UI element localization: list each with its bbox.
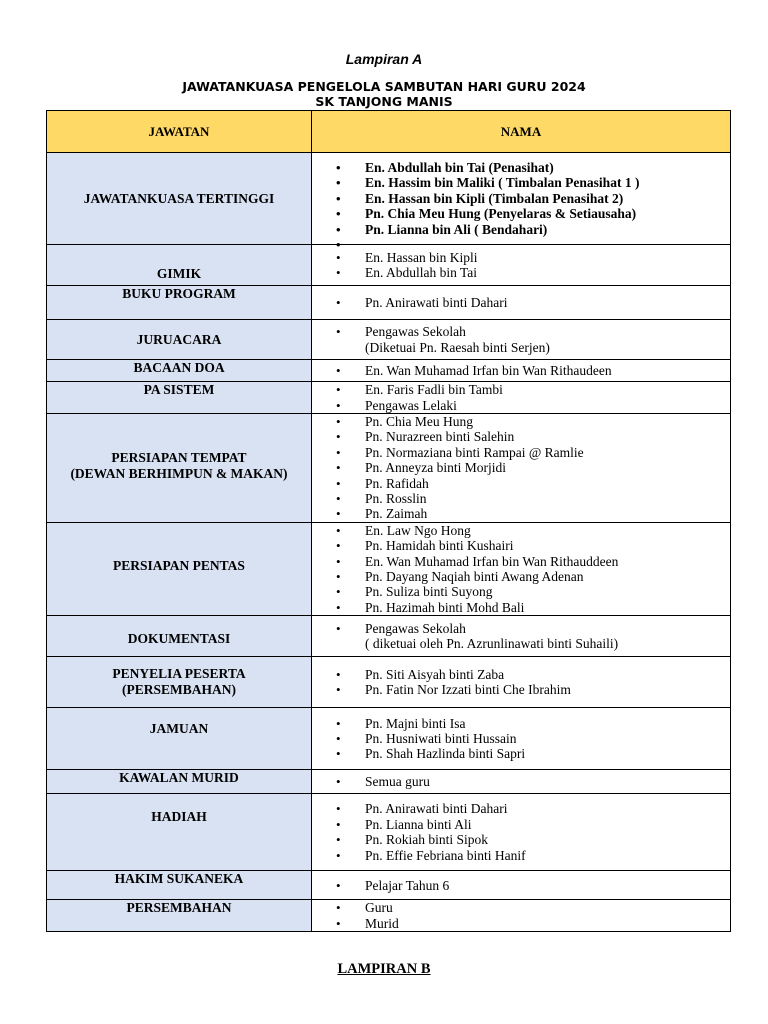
- list-item: • Pn. Anirawati binti Dahari: [336, 295, 730, 310]
- nama-cell: [312, 414, 731, 523]
- list-item: • Pn. Fatin Nor Izzati binti Che Ibrahim: [336, 682, 730, 697]
- list-item: • Pn. Anneyza binti Morjidi: [336, 460, 730, 475]
- table-row: [47, 382, 731, 414]
- title-line-1: JAWATANKUASA PENGELOLA SAMBUTAN HARI GURU 2024: [182, 79, 586, 94]
- nama-cell: [312, 320, 731, 360]
- jawatan-cell: BUKU PROGRAM: [47, 286, 312, 320]
- table-row: [47, 794, 731, 871]
- jawatan-cell: JAWATANKUASA TERTINGGI: [47, 153, 312, 245]
- jawatan-cell: JURUACARA: [47, 320, 312, 360]
- jawatan-cell: [47, 657, 312, 708]
- jawatan-cell: GIMIK: [47, 245, 312, 286]
- list-item: • Pelajar Tahun 6: [336, 878, 730, 893]
- list-item: • Pengawas Lelaki: [336, 398, 730, 413]
- jawatan-cell: PERSEMBAHAN: [47, 900, 312, 932]
- nama-cell: [312, 900, 731, 932]
- list-item: • Pn. Hazimah binti Mohd Bali: [336, 600, 730, 615]
- jawatan-line-1: PERSIAPAN TEMPAT: [111, 449, 247, 465]
- table-row: [47, 871, 731, 900]
- nama-cell: [312, 245, 731, 286]
- table-header-row: [47, 111, 731, 153]
- jawatan-cell: HADIAH: [47, 794, 312, 871]
- table-row: [47, 320, 731, 360]
- lampiran-a-label: Lampiran A: [345, 51, 423, 67]
- header-nama: NAMA: [312, 111, 731, 153]
- nama-cell: [312, 794, 731, 871]
- nama-cell: [312, 153, 731, 245]
- list-item: • Pn. Siti Aisyah binti Zaba: [336, 667, 730, 682]
- list-item: • Pn. Normaziana binti Rampai @ Ramlie: [336, 445, 730, 460]
- table-row: [47, 770, 731, 794]
- list-item: • Pn. Rokiah binti Sipok: [336, 832, 730, 847]
- nama-cell: [312, 286, 731, 320]
- jawatan-cell: KAWALAN MURID: [47, 770, 312, 794]
- list-item: • Pn. Rosslin: [336, 491, 730, 506]
- list-item: • Pn. Hamidah binti Kushairi: [336, 538, 730, 553]
- jawatan-line-2: (PERSEMBAHAN): [122, 682, 236, 698]
- list-item: • Pn. Effie Febriana binti Hanif: [336, 848, 730, 863]
- nama-cell: [312, 770, 731, 794]
- table-row: [47, 616, 731, 657]
- nama-cell: [312, 657, 731, 708]
- table-row: [47, 414, 731, 523]
- list-item: • En. Hassim bin Maliki ( Timbalan Penasihat 1 ): [336, 175, 730, 190]
- list-item: • Pn. Suliza binti Suyong: [336, 584, 730, 599]
- list-item: • En. Law Ngo Hong: [336, 523, 730, 538]
- list-item: • Pn. Dayang Naqiah binti Awang Adenan: [336, 569, 730, 584]
- table-row: [47, 522, 731, 615]
- jawatan-cell: DOKUMENTASI: [47, 616, 312, 657]
- list-item: • Pn. Nurazreen binti Salehin: [336, 429, 730, 444]
- list-item: • Pn. Rafidah: [336, 476, 730, 491]
- list-item: • Pn. Lianna bin Ali ( Bendahari): [336, 222, 730, 237]
- table-row: [47, 286, 731, 320]
- jawatan-line-2: (DEWAN BERHIMPUN & MAKAN): [70, 465, 288, 481]
- table-row: [47, 360, 731, 382]
- list-item: • Pn. Anirawati binti Dahari: [336, 801, 730, 816]
- table-row: [47, 657, 731, 708]
- nama-cell: [312, 616, 731, 657]
- list-item: • En. Hassan bin Kipli (Timbalan Penasihat 2): [336, 191, 730, 206]
- document-title: [0, 79, 768, 109]
- list-item: • Pn. Lianna binti Ali: [336, 817, 730, 832]
- jawatan-cell: HAKIM SUKANEKA: [47, 871, 312, 900]
- jawatan-cell: BACAAN DOA: [47, 360, 312, 382]
- jawatan-cell: PERSIAPAN PENTAS: [47, 522, 312, 615]
- list-item: • Pn. Chia Meu Hung (Penyelaras & Setiausaha): [336, 206, 730, 221]
- list-item: • Pn. Chia Meu Hung: [336, 414, 730, 429]
- list-item: • Pn. Husniwati binti Hussain: [336, 731, 730, 746]
- list-item: • Pengawas Sekolah: [336, 621, 730, 636]
- lampiran-b-heading: LAMPIRAN B: [337, 961, 431, 977]
- list-item-continuation: (Diketuai Pn. Raesah binti Serjen): [365, 339, 550, 355]
- table-row: [47, 900, 731, 932]
- list-item: • Pengawas Sekolah: [336, 324, 730, 339]
- jawatan-cell: PA SISTEM: [47, 382, 312, 414]
- list-item: • En. Wan Muhamad Irfan bin Wan Rithauddeen: [336, 554, 730, 569]
- table-row: [47, 708, 731, 770]
- list-item: • En. Abdullah bin Tai: [336, 265, 730, 280]
- list-item: • Murid: [336, 916, 730, 931]
- list-item: • En. Wan Muhamad Irfan bin Wan Rithaudeen: [336, 363, 730, 378]
- jawatan-line-1: PENYELIA PESERTA: [112, 666, 246, 682]
- committee-table: [46, 110, 731, 932]
- list-item: • Pn. Majni binti Isa: [336, 716, 730, 731]
- list-item: • Semua guru: [336, 774, 730, 789]
- list-item: • Guru: [336, 900, 730, 915]
- list-item: • En. Faris Fadli bin Tambi: [336, 382, 730, 397]
- list-item: • Pn. Zaimah: [336, 506, 730, 521]
- table-row: [47, 153, 731, 245]
- jawatan-cell: [47, 414, 312, 523]
- list-item: • Pn. Shah Hazlinda binti Sapri: [336, 746, 730, 761]
- list-item: • En. Abdullah bin Tai (Penasihat): [336, 160, 730, 175]
- jawatan-cell: JAMUAN: [47, 708, 312, 770]
- nama-cell: [312, 522, 731, 615]
- header-jawatan: JAWATAN: [47, 111, 312, 153]
- nama-cell: [312, 360, 731, 382]
- table-row: [47, 245, 731, 286]
- title-line-2: SK TANJONG MANIS: [315, 94, 453, 109]
- nama-cell: [312, 708, 731, 770]
- list-item: • En. Hassan bin Kipli: [336, 250, 730, 265]
- nama-cell: [312, 871, 731, 900]
- nama-cell: [312, 382, 731, 414]
- list-item-continuation: ( diketuai oleh Pn. Azrunlinawati binti Suhaili): [365, 636, 619, 652]
